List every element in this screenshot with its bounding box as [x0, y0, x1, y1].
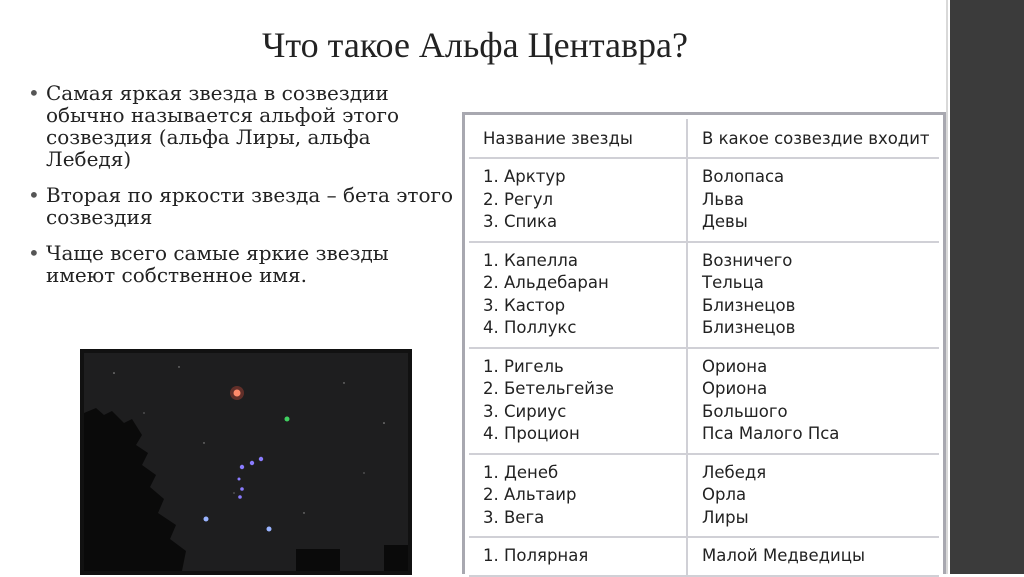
star-names-cell: [469, 348, 687, 454]
slide-title: Что такое Альфа Центавра?: [262, 25, 688, 65]
rigel-star: [204, 517, 209, 522]
night-sky-image: [84, 353, 408, 571]
constellation-name: Лиры: [702, 507, 749, 527]
building-silhouette: [384, 545, 408, 571]
constellation-name: Пса Малого Пса: [702, 424, 840, 443]
bullet-dot-icon: •: [28, 81, 40, 105]
presentation-side-panel: [950, 0, 1024, 574]
constellation-name: Большого: [702, 401, 788, 421]
bullet-dot-icon: •: [28, 241, 40, 265]
star-names-cell: [469, 158, 687, 242]
star-name: 4. Процион: [483, 424, 580, 443]
bullet-item: [28, 184, 458, 228]
star-name: 1. Ригель: [483, 356, 564, 376]
constellations-cell: [687, 158, 939, 242]
table-row: [469, 537, 939, 576]
star-name: 1. Арктур: [483, 167, 566, 186]
constellations-cell: [687, 454, 939, 538]
constellation-name: Ориона: [702, 379, 768, 398]
green-star: [285, 417, 290, 422]
constellation-name: Близнецов: [702, 295, 796, 315]
star-name: 2. Альдебаран: [483, 273, 609, 292]
table-row: [469, 158, 939, 242]
star-name: 2. Бетельгейзе: [483, 379, 614, 398]
betelgeuse-star: [234, 390, 241, 397]
star-name: 2. Альтаир: [483, 485, 577, 504]
chimney-silhouette: [296, 549, 340, 571]
star-name: 4. Поллукс: [483, 318, 577, 337]
bullet-text: Вторая по яркости звезда – бета этого созвездия: [46, 183, 454, 229]
star-name: 3. Спика: [483, 212, 558, 231]
bullet-dot-icon: •: [28, 183, 40, 207]
stars-table-container: [462, 112, 946, 574]
bullet-text: Самая яркая звезда в созвездии обычно называется альфой этого созвездия (альфа Лиры, альфа Лебедя): [46, 81, 400, 171]
star-name: 1. Полярная: [483, 546, 589, 565]
constellation-name: Ориона: [702, 356, 768, 376]
bullet-item: [28, 82, 458, 170]
table-header-row: [469, 119, 939, 158]
star-names-cell: [469, 242, 687, 348]
stars-table: [469, 119, 939, 577]
constellation-name: Малой Медведицы: [702, 546, 866, 565]
table-row: [469, 242, 939, 348]
constellation-name: Близнецов: [702, 318, 796, 337]
column-header-star-name: Название звезды: [469, 119, 687, 158]
column-header-constellation: В какое созвездие входит: [687, 119, 939, 158]
star-name: 3. Вега: [483, 507, 545, 527]
star-names-cell: [469, 454, 687, 538]
star-name: 3. Сириус: [483, 401, 567, 421]
constellations-cell: [687, 348, 939, 454]
constellation-name: Льва: [702, 189, 744, 209]
slide-edge-divider: [946, 0, 948, 574]
star-names-cell: [469, 537, 687, 576]
blue-star: [267, 527, 272, 532]
star-name: 3. Кастор: [483, 295, 566, 315]
constellation-name: Лебедя: [702, 462, 767, 482]
star-name: 2. Регул: [483, 189, 554, 209]
constellation-name: Орла: [702, 485, 747, 504]
constellations-cell: [687, 537, 939, 576]
table-row: [469, 454, 939, 538]
constellation-name: Возничего: [702, 250, 793, 270]
star-name: 1. Капелла: [483, 250, 578, 270]
bullet-item: [28, 242, 458, 286]
night-sky-photo: [80, 349, 412, 575]
bullet-text: Чаще всего самые яркие звезды имеют собственное имя.: [46, 241, 389, 287]
constellation-name: Тельца: [702, 273, 764, 292]
constellation-name: Девы: [702, 212, 748, 231]
bullet-list: [28, 82, 458, 300]
star-name: 1. Денеб: [483, 462, 559, 482]
constellations-cell: [687, 242, 939, 348]
table-row: [469, 348, 939, 454]
constellation-name: Волопаса: [702, 167, 785, 186]
